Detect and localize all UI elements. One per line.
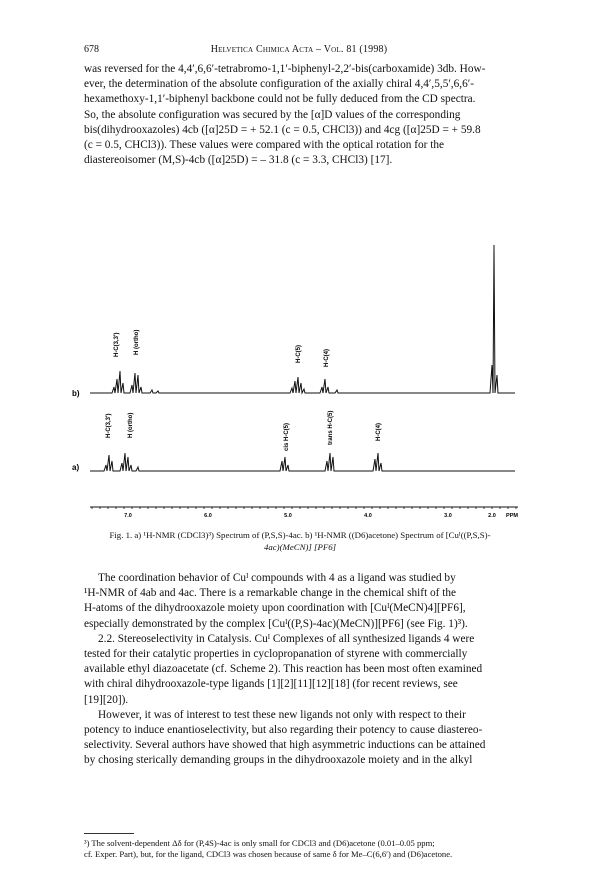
spectrum-trace-a: [90, 453, 515, 471]
page-number: 678: [84, 44, 99, 55]
text-line: ¹H-NMR of 4ab and 4ac. There is a remarkable change in the chemical shift of the: [84, 587, 457, 600]
peak-label: H-C(3,3′): [106, 413, 112, 438]
peak-label: H (ortho): [134, 329, 140, 355]
text-line: especially demonstrated by the complex [Cuᴵ((P,S)-4ac)(MeCN)][PF6] (see Fig. 1)³).: [84, 617, 468, 630]
running-header: [84, 44, 514, 58]
axis-tick-label: 3.0: [444, 513, 452, 519]
text-line: was reversed for the 4,4′,6,6′-tetrabromo-1,1′-biphenyl-2,2′-bis(carboxamide) 3db. How-: [84, 63, 486, 75]
trace-label-b: b): [72, 389, 80, 398]
spectrum-trace-b: [90, 245, 515, 393]
ppm-axis: [90, 507, 518, 519]
footnote-line: ³) The solvent-dependent Δδ for (P,4S)-4ac is only small for CDCl3 and (D6)acetone (0.01–0.05 ppm;: [84, 838, 435, 848]
text-line: with chiral dihydrooxazole-type ligands [1][2][11][12][18] (for recent reviews, see: [84, 678, 458, 691]
footnote-line: cf. Exper. Part), but, for the ligand, CDCl3 was chosen because of same δ for Me–C(6,6′) and (D6)acetone.: [84, 849, 453, 860]
trace-label-a: a): [72, 463, 80, 472]
footnote: [84, 838, 516, 861]
text-line: hexamethoxy-1,1′-biphenyl backbone could not be fully deduced from the CD spectra.: [84, 93, 476, 106]
text-line: However, it was of interest to test these new ligands not only with respect to their: [98, 708, 466, 721]
text-line: diastereoisomer (M,S)-4cb ([α]25D) = – 31.8 (c = 3.3, CHCl3) [17].: [84, 154, 393, 167]
footnote-divider: [84, 833, 134, 834]
text-line: tested for their catalytic properties in cyclopropanation of styrene with commercially: [84, 648, 468, 661]
peak-label: cis H-C(5): [284, 422, 290, 451]
axis-tick-label: 2.0: [488, 513, 496, 519]
axis-tick-label: 7.0: [124, 513, 132, 519]
peak-label: H-C(5): [296, 345, 302, 363]
text-line: So, the absolute configuration was secured by the [α]D values of the corresponding: [84, 108, 461, 121]
peak-label: H-C(4): [324, 349, 330, 367]
text-line: (c = 0.5, CHCl3)). These values were compared with the optical rotation for the: [84, 139, 445, 152]
peak-label: H-C(3,3′): [114, 332, 120, 357]
axis-unit-label: PPM: [506, 513, 518, 519]
journal-title: Helvetica Chimica Acta – Vol. 81 (1998): [210, 44, 388, 55]
text-line: ever, the determination of the absolute configuration of the axially chiral 4,4′,5,5′,6,6′-: [84, 78, 474, 91]
figure-caption: [84, 529, 516, 553]
text-line: selectivity. Several authors have showed that high asymmetric inductions can be attained: [84, 739, 486, 752]
section-heading-line: 2.2. Stereoselectivity in Catalysis. Cuᴵ Complexes of all synthesized ligands 4 were: [98, 632, 475, 645]
caption-line: 4ac)(MeCN)] [PF6]: [263, 542, 337, 552]
nmr-spectrum-figure: [60, 225, 530, 525]
caption-line: Fig. 1. a) ¹H-NMR (CDCl3)³) Spectrum of (P,S,S)-4ac. b) ¹H-NMR ((D6)acetone) Spectrum of [Cuᴵ((P,S,S)-: [109, 530, 491, 540]
paragraph-intro: [84, 62, 516, 168]
peak-label: H-C(4): [376, 423, 382, 441]
paragraph-body: [84, 571, 516, 769]
peak-label: trans H-C(5): [328, 410, 334, 445]
text-line: by chosing sterically demanding groups in the dihydrooxazole moiety and in the alkyl: [84, 754, 473, 767]
text-line: bis(dihydrooxazoles) 4cb ([α]25D = + 52.1 (c = 0.5, CHCl3)) and 4cg ([α]25D = + 59.8: [84, 123, 481, 136]
text-line: [19][20]).: [84, 693, 129, 706]
text-line: H-atoms of the dihydrooxazole moiety upon coordination with [Cuᴵ(MeCN)4][PF6],: [84, 602, 466, 615]
peak-label: H (ortho): [128, 412, 134, 438]
axis-tick-label: 6.0: [204, 513, 212, 519]
axis-tick-label: 4.0: [364, 513, 372, 519]
axis-tick-label: 5.0: [284, 513, 292, 519]
text-line: The coordination behavior of Cuᴵ compounds with 4 as a ligand was studied by: [98, 572, 456, 584]
text-line: available ethyl diazoacetate (cf. Scheme 2). This reaction has been most often examined: [84, 663, 483, 676]
text-line: potency to induce enantioselectivity, but also regarding their potency to cause diastereo-: [84, 724, 483, 737]
